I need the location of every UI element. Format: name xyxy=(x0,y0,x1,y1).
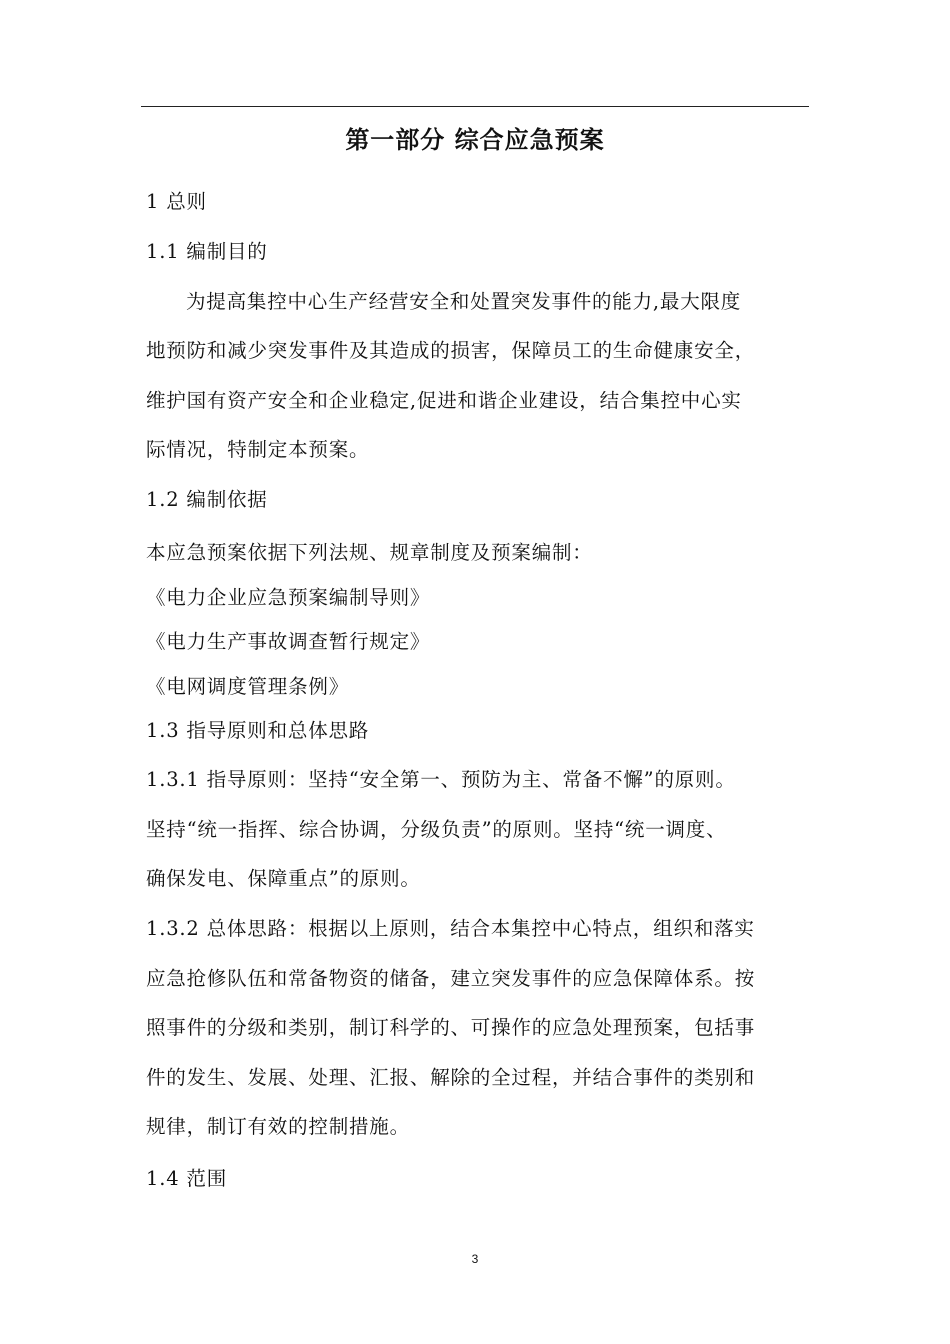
reference-item: 《电力企业应急预案编制导则》 xyxy=(146,586,431,609)
page-number: 3 xyxy=(471,1252,479,1266)
paragraph-line: 照事件的分级和类别，制订科学的、可操作的应急处理预案，包括事 xyxy=(146,1016,756,1039)
paragraph-line: 1.3.1 指导原则：坚持“安全第一、预防为主、常备不懈”的原则。 xyxy=(146,768,736,791)
page-title: 第一部分 综合应急预案 xyxy=(345,126,605,154)
paragraph-line: 为提高集控中心生产经营安全和处置突发事件的能力,最大限度 xyxy=(186,290,742,313)
paragraph-line: 际情况，特制定本预案。 xyxy=(146,438,370,461)
paragraph-line: 地预防和减少突发事件及其造成的损害，保障员工的生命健康安全， xyxy=(146,339,756,362)
paragraph-line: 本应急预案依据下列法规、规章制度及预案编制： xyxy=(146,541,593,564)
paragraph-line: 坚持“统一指挥、综合协调，分级负责”的原则。坚持“统一调度、 xyxy=(146,818,727,841)
paragraph-line: 维护国有资产安全和企业稳定,促进和谐企业建设，结合集控中心实 xyxy=(146,389,742,412)
paragraph-line: 件的发生、发展、处理、汇报、解除的全过程，并结合事件的类别和 xyxy=(146,1066,756,1089)
heading-basis: 1.2 编制依据 xyxy=(146,488,268,511)
heading-purpose: 1.1 编制目的 xyxy=(146,240,268,263)
paragraph-line: 确保发电、保障重点”的原则。 xyxy=(146,867,421,890)
paragraph-line: 应急抢修队伍和常备物资的储备，建立突发事件的应急保障体系。按 xyxy=(146,967,756,990)
paragraph-line: 规律，制订有效的控制措施。 xyxy=(146,1115,410,1138)
paragraph-line: 1.3.2 总体思路：根据以上原则，结合本集控中心特点，组织和落实 xyxy=(146,917,755,940)
heading-general: 1 总则 xyxy=(146,190,207,213)
heading-principles: 1.3 指导原则和总体思路 xyxy=(146,719,370,742)
header-rule xyxy=(141,106,809,107)
heading-scope: 1.4 范围 xyxy=(146,1167,228,1190)
reference-item: 《电网调度管理条例》 xyxy=(146,675,350,698)
reference-item: 《电力生产事故调查暂行规定》 xyxy=(146,630,431,653)
